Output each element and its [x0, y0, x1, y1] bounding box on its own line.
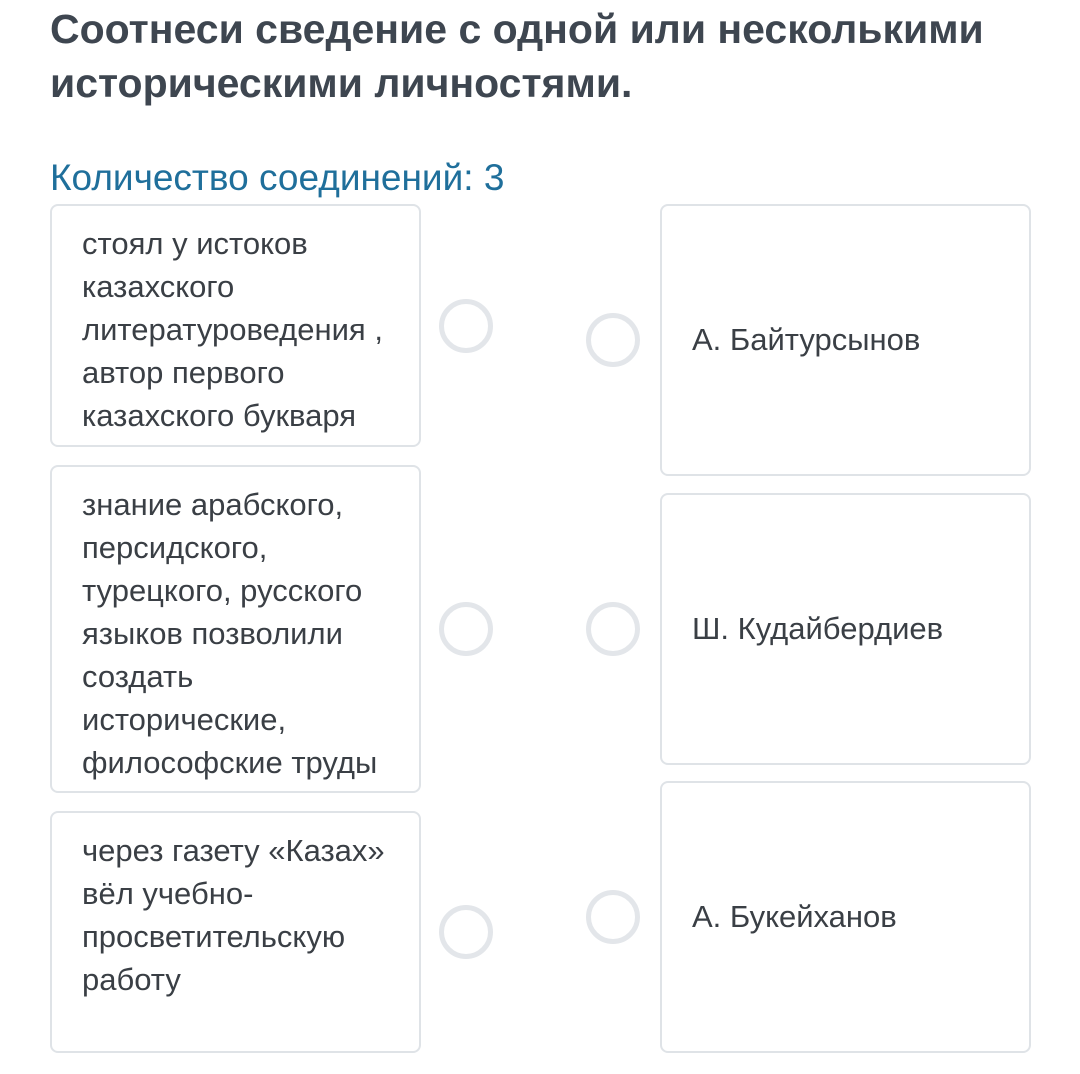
person-3-connector[interactable] [586, 890, 640, 944]
statement-card-3[interactable]: через газету «Казах» вёл учебно-просветительскую работу [50, 811, 421, 1053]
statement-card-2[interactable]: знание арабского, персидского, турецкого, русского языков позволили создать исторические, философские труды [50, 465, 421, 793]
connections-count: Количество соединений: 3 [50, 157, 505, 198]
person-name-1: А. Байтурсынов [692, 322, 921, 357]
person-name-2: Ш. Кудайбердиев [692, 611, 944, 646]
statement-1-connector[interactable] [439, 299, 493, 353]
person-2-connector[interactable] [586, 602, 640, 656]
statement-2-connector[interactable] [439, 602, 493, 656]
question-title: Соотнеси сведение с одной или несколькими историческими личностями. [50, 6, 984, 106]
person-card-2[interactable] [660, 493, 1031, 765]
person-card-1[interactable] [660, 204, 1031, 476]
statement-3-connector[interactable] [439, 905, 493, 959]
person-name-3: А. Букейханов [692, 899, 897, 934]
person-1-connector[interactable] [586, 313, 640, 367]
person-card-3[interactable] [660, 781, 1031, 1053]
statement-card-1[interactable]: стоял у истоков казахского литературоведения , автор первого казахского букваря [50, 204, 421, 447]
